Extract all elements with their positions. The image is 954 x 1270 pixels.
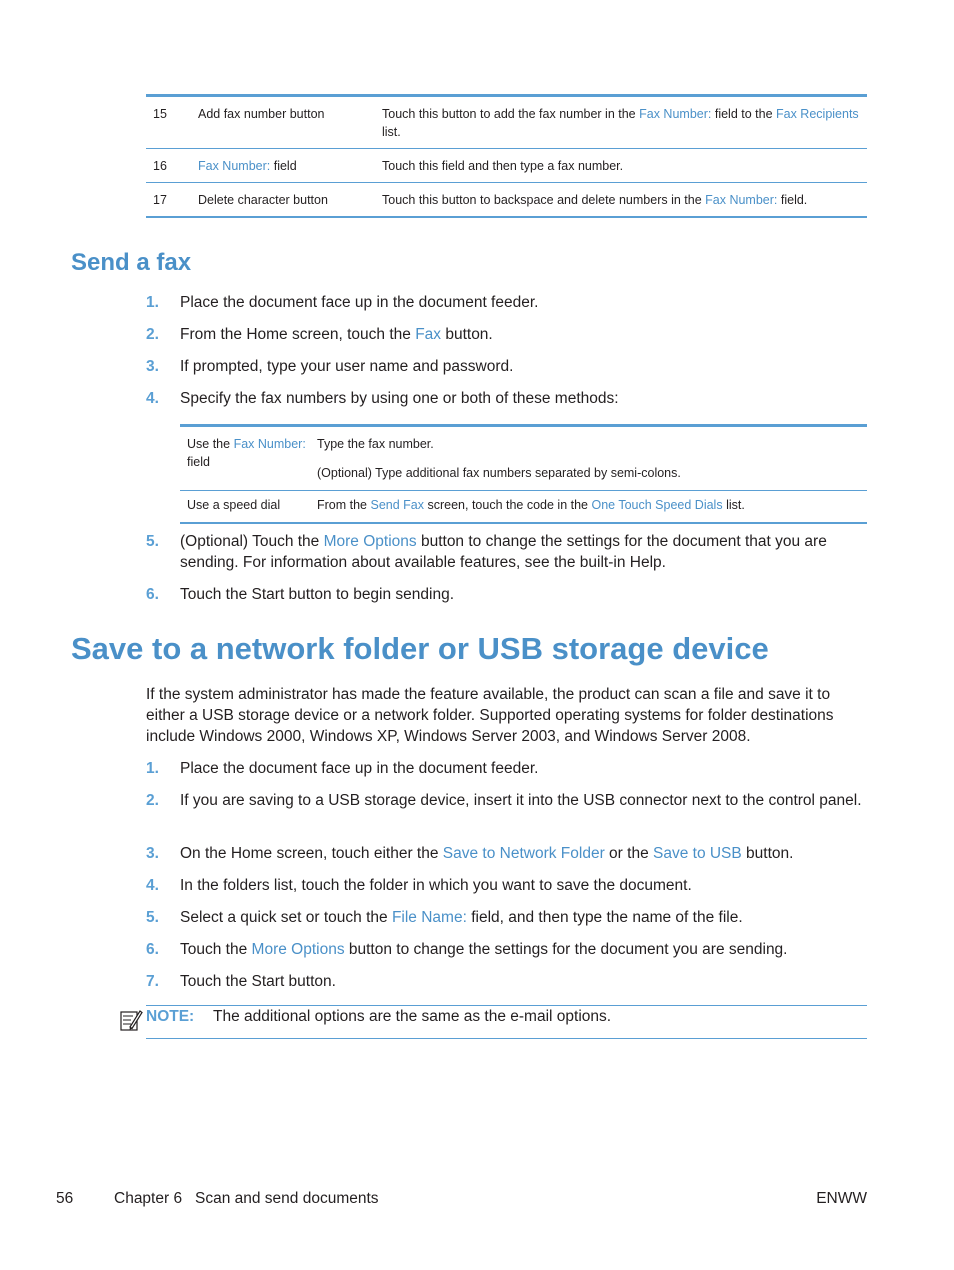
step-text (180, 758, 868, 779)
row-number: 16 (153, 159, 167, 173)
text-segment: field to the (711, 107, 776, 121)
text-segment: Specify the fax numbers by using one or both of these methods: (180, 390, 619, 407)
step-text (180, 790, 868, 811)
text-segment: button. (741, 845, 794, 862)
text-segment: From the (317, 498, 371, 512)
list-item (146, 875, 868, 896)
note-box (146, 1005, 867, 1039)
list-item (146, 790, 868, 811)
method-description-line: (Optional) Type additional fax numbers separated by semi-colons. (317, 466, 681, 480)
method-description (317, 435, 867, 482)
step-number: 2. (146, 326, 159, 343)
list-item (146, 292, 868, 313)
ui-reference-link[interactable]: Save to Network Folder (442, 845, 605, 862)
step-number: 7. (146, 973, 159, 990)
text-segment: field. (777, 193, 808, 207)
text-segment: If prompted, type your user name and password. (180, 358, 514, 375)
parts-table (146, 94, 867, 218)
step-number: 5. (146, 909, 159, 926)
note-icon (119, 1008, 143, 1032)
step-text (180, 939, 868, 960)
list-item (146, 388, 868, 409)
method-description (317, 496, 867, 514)
ui-reference-link[interactable]: More Options (251, 941, 345, 958)
fax-number-link[interactable]: Fax Number: (198, 159, 271, 173)
list-item (146, 324, 868, 345)
text-segment: Touch the (180, 941, 252, 958)
list-item (146, 584, 868, 605)
note-label: NOTE: (146, 1008, 195, 1025)
ui-reference-link[interactable]: Save to USB (653, 845, 742, 862)
step-number: 1. (146, 760, 159, 777)
row-item-name: Add fax number button (198, 107, 325, 121)
text-segment: list. (722, 498, 745, 512)
table-row (180, 490, 867, 522)
step-number: 3. (146, 845, 159, 862)
text-segment: Place the document face up in the document feeder. (180, 294, 539, 311)
list-item (146, 843, 868, 864)
row-number: 15 (153, 107, 167, 121)
text-segment: Touch this button to add the fax number in the (382, 107, 640, 121)
ui-reference-link[interactable]: One Touch Speed Dials (591, 498, 723, 512)
method-label-suffix: field (187, 455, 210, 469)
step-text (180, 875, 868, 896)
table-row (180, 427, 867, 490)
text-segment: From the Home screen, touch the (180, 326, 416, 343)
text-segment: Touch the Start button to begin sending. (180, 586, 455, 603)
row-description (382, 157, 862, 175)
text-segment: Touch the Start button. (180, 973, 336, 990)
list-item (146, 971, 868, 992)
step-text (180, 292, 868, 313)
text-segment: On the Home screen, touch either the (180, 845, 443, 862)
list-item (146, 758, 868, 779)
step-number: 6. (146, 586, 159, 603)
text-segment: or the (604, 845, 653, 862)
list-item (146, 356, 868, 377)
text-segment: button to change the settings for the document you are sending. (344, 941, 788, 958)
step-number: 5. (146, 533, 159, 550)
step-number: 3. (146, 358, 159, 375)
step-number: 4. (146, 390, 159, 407)
send-fax-heading: Send a fax (71, 249, 192, 276)
step-number: 1. (146, 294, 159, 311)
row-item-name (198, 157, 382, 175)
text-segment: If you are saving to a USB storage device, insert it into the USB connector next to the control panel. (180, 792, 862, 809)
text-segment: Touch this button to backspace and delete numbers in the (382, 193, 706, 207)
method-label: Use a speed dial (187, 498, 281, 512)
step-text (180, 531, 868, 573)
text-segment: Select a quick set or touch the (180, 909, 392, 926)
chapter-title: Chapter 6 Scan and send documents (114, 1190, 379, 1207)
save-folder-intro: If the system administrator has made the feature available, the product can scan a file and save it to either a USB storage device or a network folder. Supported operating systems for folder destinations include Windows 2000, Windows XP, Windows Server 2003, and Windows Server 2008. (146, 686, 834, 745)
list-item (146, 531, 868, 573)
table-row (146, 97, 867, 149)
ui-reference-link[interactable]: Fax Number: (639, 107, 712, 121)
step-text (180, 324, 868, 345)
row-description (382, 191, 862, 209)
step-number: 2. (146, 792, 159, 809)
text-segment: In the folders list, touch the folder in which you want to save the document. (180, 877, 692, 894)
text-segment: list. (382, 125, 401, 139)
list-item (146, 939, 868, 960)
method-label-prefix: Use the (187, 437, 234, 451)
step-text (180, 388, 868, 409)
ui-reference-link[interactable]: Fax (415, 326, 442, 343)
list-item (146, 907, 868, 928)
table-row (146, 183, 867, 216)
row-description (382, 105, 862, 141)
method-label (180, 435, 317, 482)
text-segment: button to change the settings for the document that you are sending. For information about available features, see the built-in Help. (180, 533, 827, 571)
ui-reference-link[interactable]: Send Fax (370, 498, 425, 512)
fax-number-link[interactable]: Fax Number: (233, 437, 306, 451)
row-number: 17 (153, 193, 167, 207)
text-segment: (Optional) Touch the (180, 533, 324, 550)
row-item-name: Delete character button (198, 193, 328, 207)
fax-methods-table (180, 424, 867, 524)
text-segment: field, and then type the name of the file. (466, 909, 743, 926)
footer-brand: ENWW (816, 1190, 867, 1207)
text-segment: Touch this field and then type a fax number. (382, 159, 624, 173)
step-text (180, 971, 868, 992)
save-folder-heading: Save to a network folder or USB storage device (71, 631, 769, 666)
ui-reference-link[interactable]: Fax Number: (705, 193, 778, 207)
table-row (146, 149, 867, 183)
text-segment: Place the document face up in the document feeder. (180, 760, 539, 777)
note-text: The additional options are the same as the e-mail options. (213, 1008, 612, 1025)
ui-reference-link[interactable]: Fax Recipients (776, 107, 859, 121)
text-segment: button. (441, 326, 493, 343)
step-text (180, 843, 868, 864)
step-text (180, 584, 868, 605)
step-number: 6. (146, 941, 159, 958)
text-segment: screen, touch the code in the (424, 498, 592, 512)
step-text (180, 907, 868, 928)
page-number: 56 (56, 1190, 74, 1207)
step-text (180, 356, 868, 377)
method-description-line: Type the fax number. (317, 437, 434, 451)
ui-reference-link[interactable]: More Options (323, 533, 417, 550)
row-item-suffix: field (270, 159, 297, 173)
step-number: 4. (146, 877, 159, 894)
ui-reference-link[interactable]: File Name: (391, 909, 467, 926)
